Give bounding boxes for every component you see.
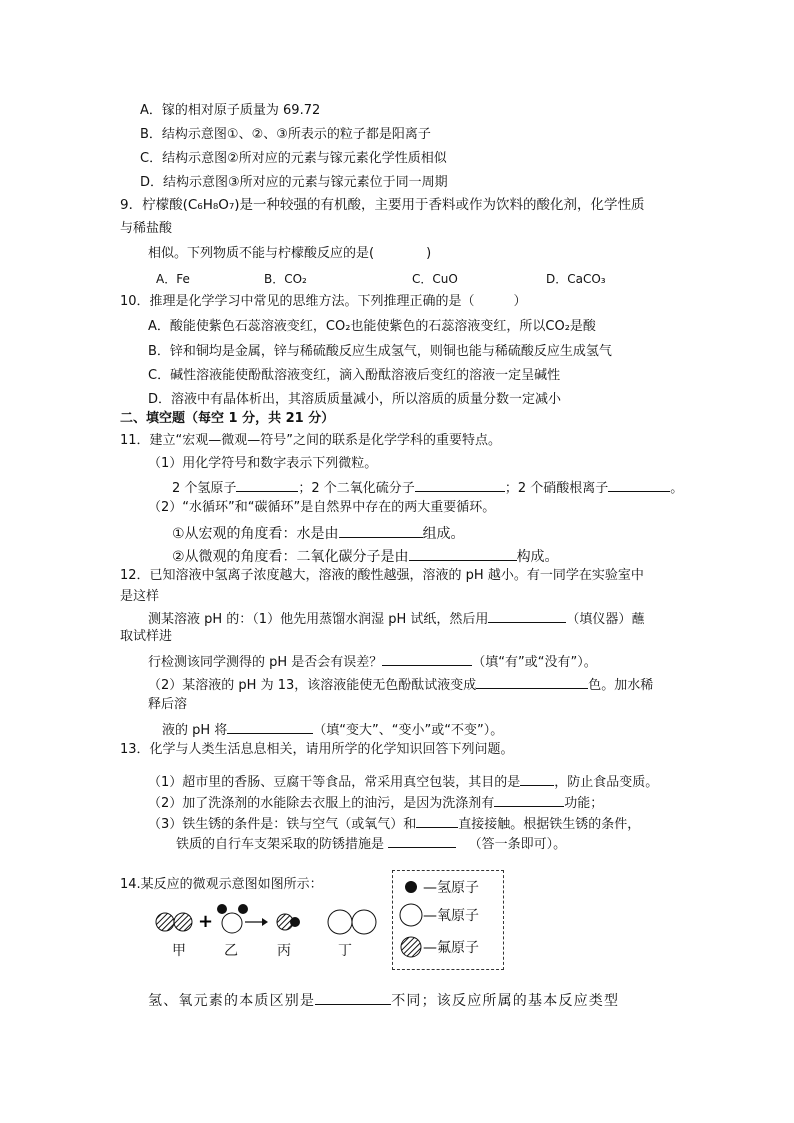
q12-line3-a: 测某溶液 pH 的：（1）他先用蒸馏水润湿 pH 试纸，然后用 <box>148 612 489 627</box>
q12-line5-a: 行检测该同学测得的 pH 是否会有误差？ <box>148 655 383 670</box>
q11-part2-b-label: ②从微观的角度看：二氧化碳分子是由 <box>172 549 409 565</box>
q9-option-d: D．CaCO₃ <box>546 272 606 286</box>
q13-part1-b: ，防止食品变质。 <box>554 775 659 790</box>
q9-stem-line2: 与稀盐酸 <box>120 221 173 236</box>
legend-fluorine: —氟原子 <box>423 940 479 956</box>
q11-blank-so2-molecules[interactable] <box>415 477 505 492</box>
q12-line5-b: （填“有”或“没有”）。 <box>472 655 597 670</box>
q14-last-b: 不同；该反应所属的基本反应类型 <box>391 993 620 1009</box>
q11-part2-a <box>172 523 465 543</box>
q12-line6 <box>148 674 653 695</box>
q12-line4: 取试样进 <box>120 629 173 644</box>
plus-sign: + <box>198 911 214 932</box>
q11-part2-a-end: 组成。 <box>422 526 465 542</box>
q11-part1-end: 。 <box>670 481 684 496</box>
q11-part1-c-label: ；2 个硝酸根离子 <box>504 481 609 496</box>
reaction-arrow <box>245 918 268 926</box>
q8-option-a: A．镓的相对原子质量为 69.72 <box>140 103 321 118</box>
label-yi: 乙 <box>224 943 238 959</box>
q14-last-a: 氢、氧元素的本质区别是 <box>148 993 316 1009</box>
q9-option-a: A．Fe <box>156 272 190 286</box>
q13-part2-a: （2）加了洗涤剂的水能除去衣服上的油污，是因为洗涤剂有 <box>148 796 495 811</box>
atom-legend <box>392 870 504 970</box>
q13-part1 <box>148 771 658 792</box>
q13-part3-line2 <box>176 833 566 854</box>
q12-line3 <box>148 608 644 629</box>
legend-hydrogen: —氢原子 <box>423 880 479 896</box>
q12-line3-b: （填仪器）蘸 <box>566 612 645 627</box>
q11-part1-b-label: ；2 个二氧化硫分子 <box>298 481 415 496</box>
q14-last-line <box>148 990 619 1010</box>
q11-stem: 11．建立“宏观—微观—符号”之间的联系是化学学科的重要特点。 <box>120 433 502 448</box>
q12-line7: 释后溶 <box>148 697 188 712</box>
legend-oxygen-icon <box>400 904 422 926</box>
label-jia: 甲 <box>172 943 186 959</box>
q10-option-b: B．锌和铜均是金属，锌与稀硫酸反应生成氢气，则铜也能与稀硫酸反应生成氢气 <box>148 344 612 359</box>
q13-part1-a: （1）超市里的香肠、豆腐干等食品，常采用真空包装，其目的是 <box>148 775 521 790</box>
q11-blank-co2-composition[interactable] <box>409 546 517 561</box>
label-bing: 丙 <box>277 943 291 959</box>
legend-hydrogen-label: 氢原子 <box>437 880 479 896</box>
q12-line6-a: （2）某溶液的 pH 为 13，该溶液能使无色酚酞试液变成 <box>148 678 477 693</box>
label-ding: 丁 <box>338 943 352 959</box>
q11-blank-hydrogen-atoms[interactable] <box>236 477 298 492</box>
q11-part2-a-label: ①从宏观的角度看：水是由 <box>172 526 339 542</box>
q10-option-c: C．碱性溶液能使酚酞溶液变红，滴入酚酞溶液后变红的溶液一定呈碱性 <box>148 368 561 383</box>
q12-blank-instrument[interactable] <box>488 608 566 623</box>
q13-part3-c: 铁质的自行车支架采取的防锈措施是 <box>176 837 385 852</box>
q13-blank-vacuum-purpose[interactable] <box>520 771 554 786</box>
q12-blank-error[interactable] <box>382 651 472 666</box>
q10-option-a: A．酸能使紫色石蕊溶液变红，CO₂也能使紫色的石蕊溶液变红，所以CO₂是酸 <box>148 319 596 334</box>
q9-option-c: C．CuO <box>412 272 458 286</box>
q8-option-d: D．结构示意图③所对应的元素与镓元素位于同一周期 <box>140 175 448 190</box>
q13-part3-a: （3）铁生锈的条件是：铁与空气（或氧气）和 <box>148 817 417 832</box>
q12-line6-b: 色。加水稀 <box>588 678 654 693</box>
q12-line8-a: 液的 pH 将 <box>162 723 228 738</box>
q11-blank-nitrate-ions[interactable] <box>608 477 670 492</box>
q12-line5 <box>148 651 597 672</box>
q12-line1: 12．已知溶液中氢离子浓度越大，溶液的酸性越强，溶液的 pH 越小。有一同学在实验室中 <box>120 568 644 583</box>
q13-part3-d: （答一条即可）。 <box>468 837 567 852</box>
q13-blank-rust-condition[interactable] <box>416 813 458 828</box>
legend-oxygen-label: 氧原子 <box>437 908 479 924</box>
q13-part2-b: 功能； <box>564 796 604 811</box>
q11-part1-answers <box>172 477 683 498</box>
q8-option-c: C．结构示意图②所对应的元素与镓元素化学性质相似 <box>140 151 447 166</box>
q12-blank-ph-change[interactable] <box>227 719 313 734</box>
q9-option-b: B．CO₂ <box>264 272 307 286</box>
q14-stem: 14.某反应的微观示意图如图所示： <box>120 877 323 892</box>
q11-part2-b-end: 构成。 <box>516 549 559 565</box>
legend-fluorine-label: 氟原子 <box>437 940 479 956</box>
q12-line8 <box>162 719 503 740</box>
q10-option-d: D．溶液中有晶体析出，其溶质质量减小，所以溶质的质量分数一定减小 <box>148 392 562 407</box>
section-title: 二、填空题（每空 1 分，共 21 分） <box>120 411 335 426</box>
q8-option-b: B．结构示意图①、②、③所表示的粒子都是阳离子 <box>140 127 431 142</box>
q14-blank-essential-difference[interactable] <box>315 990 391 1005</box>
q9-stem-line1: 9．柠檬酸(C₆H₈O₇)是一种较强的有机酸，主要用于香料或作为饮料的酸化剂，化学性质 <box>120 197 645 213</box>
q13-part2 <box>148 792 603 813</box>
molecule-ding-o2 <box>328 910 376 934</box>
q11-part1-a-label: 2 个氢原子 <box>172 481 237 496</box>
legend-hydrogen-icon <box>405 881 417 893</box>
q13-part3 <box>148 813 640 834</box>
q12-line2: 是这样 <box>120 589 160 604</box>
molecule-yi-h2o <box>217 904 248 933</box>
q12-line8-b: （填“变大”、“变小”或“不变”）。 <box>313 723 504 738</box>
q11-blank-water-composition[interactable] <box>339 523 423 538</box>
molecule-bing-hf <box>277 914 300 930</box>
q13-part3-b: 直接接触。根据铁生锈的条件， <box>458 817 641 832</box>
molecule-jia-f2 <box>156 913 192 931</box>
q11-part1: （1）用化学符号和数字表示下列微粒。 <box>148 456 378 471</box>
q13-stem: 13．化学与人类生活息息相关，请用所学的化学知识回答下列问题。 <box>120 742 514 757</box>
legend-fluorine-icon <box>401 937 421 957</box>
q11-part2-b <box>172 546 559 566</box>
q11-part2: （2）“水循环”和“碳循环”是自然界中存在的两大重要循环。 <box>148 500 496 515</box>
q13-blank-detergent-function[interactable] <box>494 792 564 807</box>
q12-blank-color[interactable] <box>476 674 588 689</box>
legend-oxygen: —氧原子 <box>423 908 479 924</box>
q10-stem: 10．推理是化学学习中常见的思维方法。下列推理正确的是（ ） <box>120 294 527 309</box>
q13-blank-rust-prevention[interactable] <box>388 833 456 848</box>
q9-stem-line3: 相似。下列物质不能与柠檬酸反应的是( ) <box>148 246 432 261</box>
